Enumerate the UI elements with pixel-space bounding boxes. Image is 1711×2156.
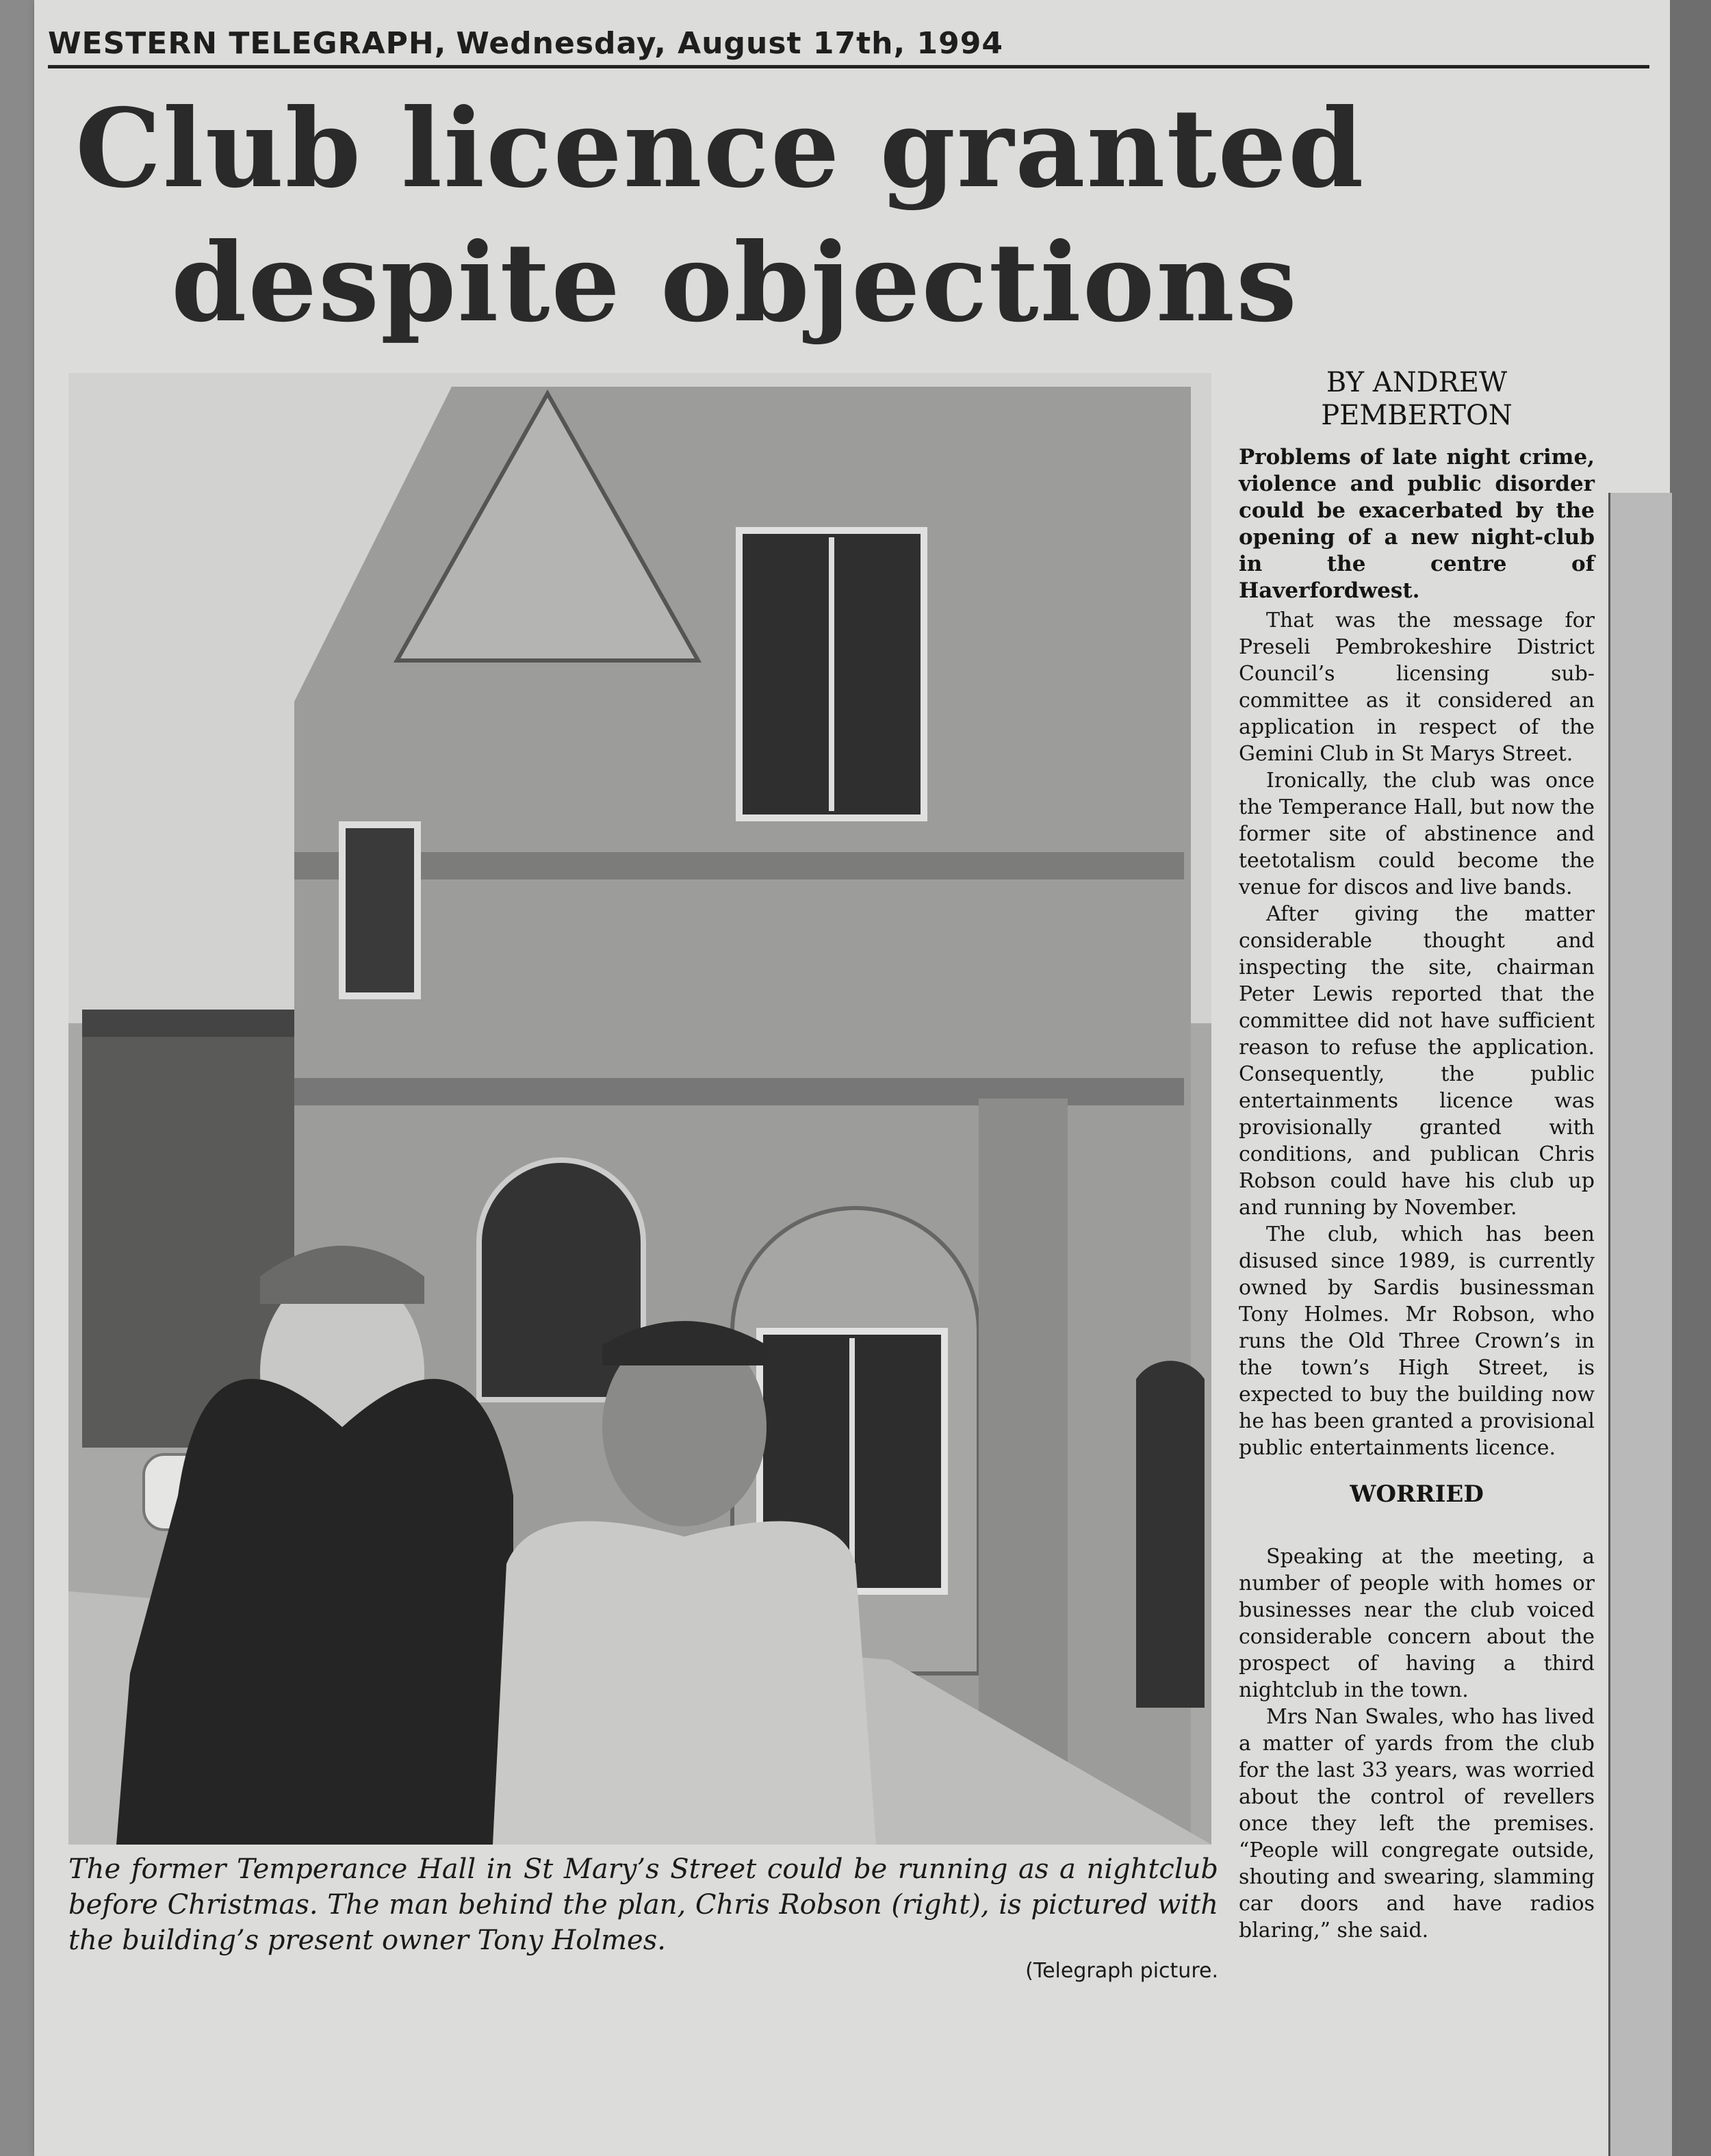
headline	[75, 82, 1581, 350]
headline-line-2: despite objections	[171, 220, 1298, 346]
photo-image-icon	[68, 373, 1211, 1845]
article-paragraph: After giving the matter considerable thought and inspecting the site, chairman Peter Lewis reported that the committee did not have sufficient reason to refuse the application. Consequently, the public entertainments licence was provisionally granted with conditions, and publican Chris Robson could have his club up and running by November.	[1239, 902, 1595, 1220]
byline-line-2: PEMBERTON	[1321, 400, 1513, 431]
article-intro: Problems of late night crime, violence and public disorder could be exacerbated by the opening of a new night-club in the centre of Haverfordwest.	[1239, 445, 1595, 603]
background-strip	[1670, 0, 1711, 2156]
publication-date: Wednesday, August 17th, 1994	[456, 26, 1003, 61]
photo-caption: The former Temperance Hall in St Mary’s Street could be running as a nightclub before Christmas. The man behind the plan, Chris Robson (right), is pictured with the building’s present owner Tony Holmes.	[68, 1853, 1218, 1956]
masthead	[48, 21, 1649, 68]
article-paragraph: Speaking at the meeting, a number of people with homes or businesses near the club voiced considerable concern about the prospect of having a third nightclub in the town.	[1239, 1545, 1595, 1702]
photo-credit: (Telegraph picture.	[1025, 1959, 1218, 1983]
article-paragraph: The club, which has been disused since 1989, is currently owned by Sardis businessman Tony Holmes. Mr Robson, who runs the Old Three Crown’s in the town’s High Street, is expected to buy the building now he has been granted a provisional public entertainments licence.	[1239, 1222, 1595, 1460]
newspaper-name: WESTERN TELEGRAPH,	[48, 26, 447, 61]
byline	[1239, 366, 1595, 432]
news-photo	[68, 373, 1211, 1845]
byline-line-1: BY ANDREW	[1326, 367, 1508, 398]
article-paragraph: That was the message for Preseli Pembrokeshire District Council’s licensing sub-committee as it considered an application in respect of the Gemini Club in St Marys Street.	[1239, 608, 1595, 766]
article-column	[1239, 366, 1595, 1944]
section-subhead: WORRIED	[1350, 1480, 1484, 1508]
article-paragraph: Mrs Nan Swales, who has lived a matter of yards from the club for the last 33 years, was worried about the control of revellers once they left the premises. “People will congregate outside, shouting and swearing, slamming car doors and have radios blaring,” she said.	[1239, 1705, 1595, 1942]
headline-line-1: Club licence granted	[75, 86, 1365, 212]
article-paragraph: Ironically, the club was once the Temperance Hall, but now the former site of abstinence and teetotalism could become the venue for discos and live bands.	[1239, 769, 1595, 899]
clipping-edge	[1608, 493, 1672, 2156]
